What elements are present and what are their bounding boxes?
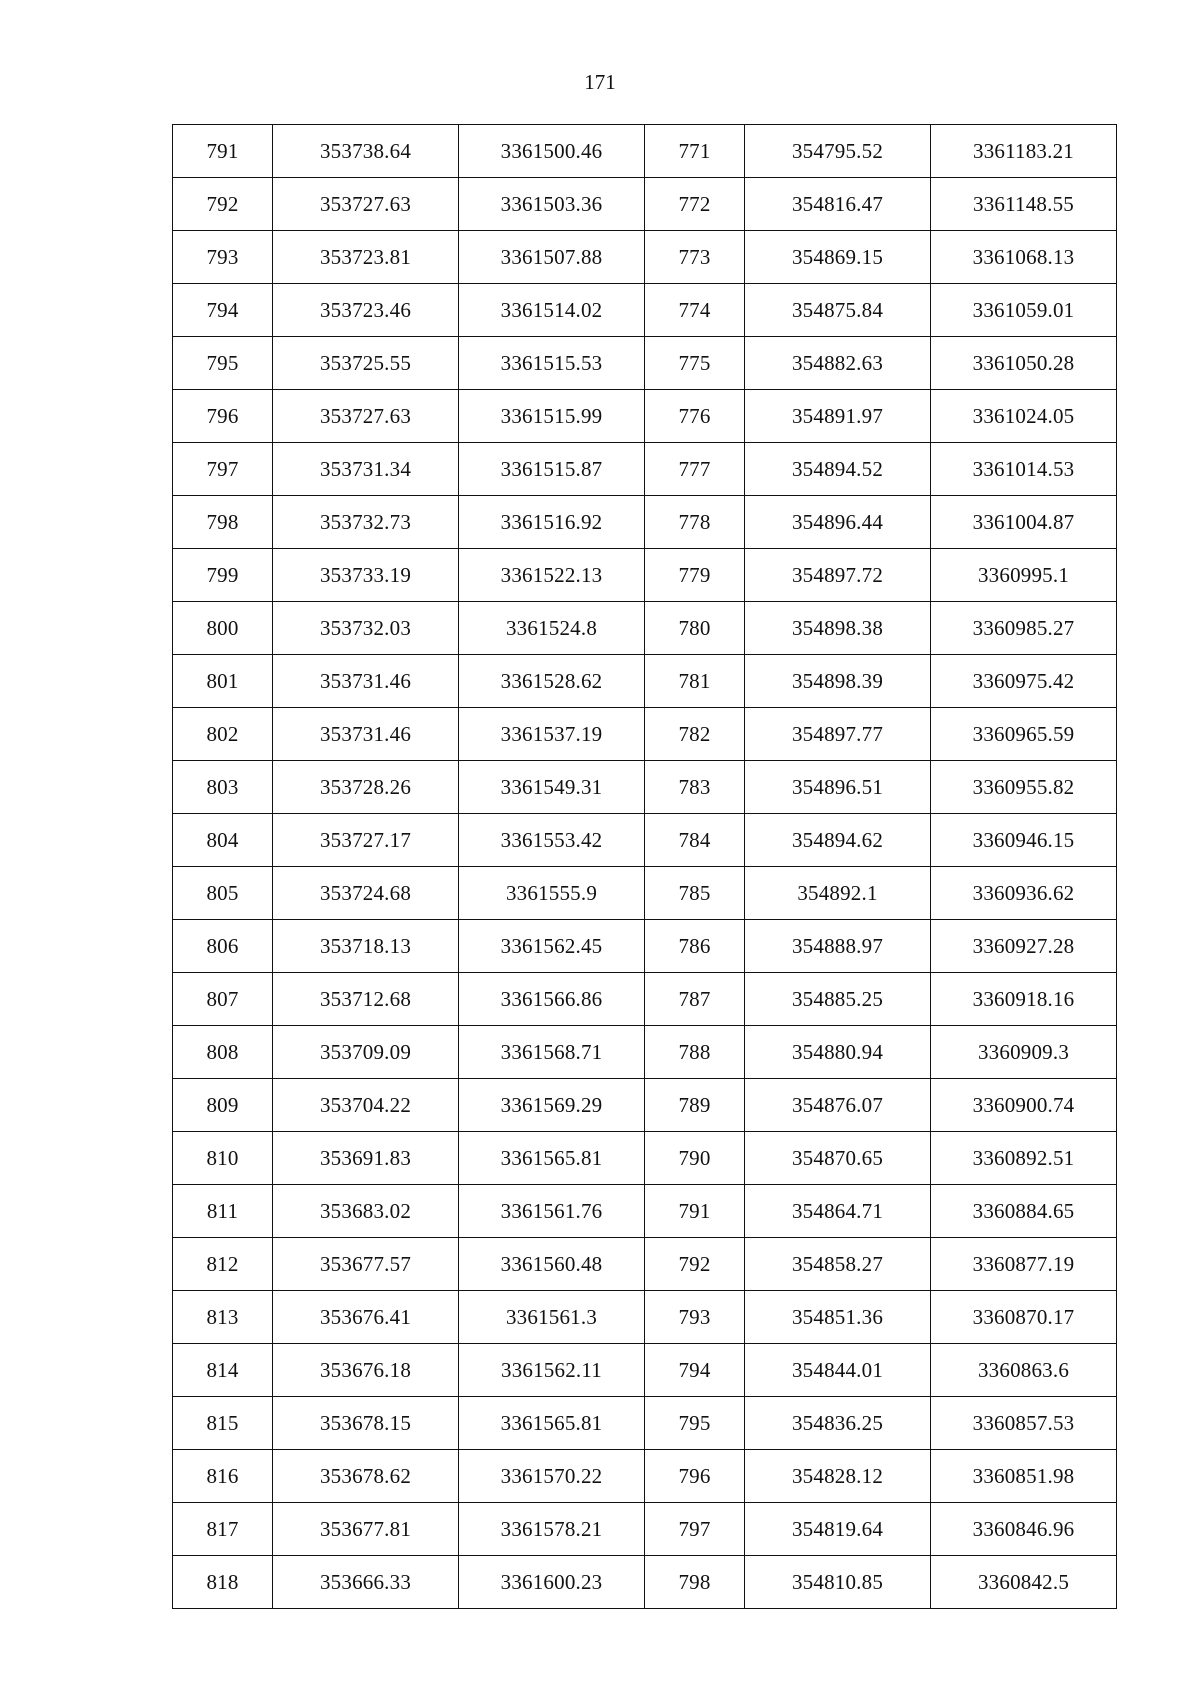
x-coord-right-cell: 354880.94: [745, 1026, 931, 1079]
point-id-right-cell: 788: [645, 1026, 745, 1079]
y-coord-left-cell: 3361562.45: [459, 920, 645, 973]
x-coord-right-cell: 354894.52: [745, 443, 931, 496]
point-id-left-cell: 800: [173, 602, 273, 655]
x-coord-left-cell: 353725.55: [273, 337, 459, 390]
y-coord-left-cell: 3361500.46: [459, 125, 645, 178]
table-row: [173, 814, 1117, 867]
point-id-left-cell: 803: [173, 761, 273, 814]
point-id-right-cell: 795: [645, 1397, 745, 1450]
y-coord-right-cell: 3360846.96: [931, 1503, 1117, 1556]
point-id-right-cell: 790: [645, 1132, 745, 1185]
y-coord-right-cell: 3360892.51: [931, 1132, 1117, 1185]
point-id-right-cell: 794: [645, 1344, 745, 1397]
y-coord-left-cell: 3361561.76: [459, 1185, 645, 1238]
y-coord-left-cell: 3361562.11: [459, 1344, 645, 1397]
point-id-left-cell: 806: [173, 920, 273, 973]
table-row: [173, 1450, 1117, 1503]
point-id-right-cell: 775: [645, 337, 745, 390]
x-coord-left-cell: 353677.81: [273, 1503, 459, 1556]
x-coord-left-cell: 353683.02: [273, 1185, 459, 1238]
x-coord-left-cell: 353733.19: [273, 549, 459, 602]
x-coord-left-cell: 353677.57: [273, 1238, 459, 1291]
table-row: [173, 178, 1117, 231]
table-row: [173, 1185, 1117, 1238]
y-coord-right-cell: 3361050.28: [931, 337, 1117, 390]
table-row: [173, 231, 1117, 284]
x-coord-right-cell: 354795.52: [745, 125, 931, 178]
table-row: [173, 602, 1117, 655]
y-coord-right-cell: 3360851.98: [931, 1450, 1117, 1503]
y-coord-right-cell: 3360877.19: [931, 1238, 1117, 1291]
point-id-right-cell: 786: [645, 920, 745, 973]
x-coord-left-cell: 353704.22: [273, 1079, 459, 1132]
y-coord-right-cell: 3361183.21: [931, 125, 1117, 178]
y-coord-left-cell: 3361537.19: [459, 708, 645, 761]
table-row: [173, 1079, 1117, 1132]
y-coord-right-cell: 3361068.13: [931, 231, 1117, 284]
point-id-right-cell: 789: [645, 1079, 745, 1132]
x-coord-right-cell: 354819.64: [745, 1503, 931, 1556]
x-coord-left-cell: 353731.46: [273, 655, 459, 708]
point-id-right-cell: 798: [645, 1556, 745, 1609]
x-coord-left-cell: 353723.46: [273, 284, 459, 337]
x-coord-right-cell: 354885.25: [745, 973, 931, 1026]
point-id-left-cell: 816: [173, 1450, 273, 1503]
x-coord-left-cell: 353712.68: [273, 973, 459, 1026]
y-coord-left-cell: 3361560.48: [459, 1238, 645, 1291]
y-coord-right-cell: 3360884.65: [931, 1185, 1117, 1238]
y-coord-left-cell: 3361600.23: [459, 1556, 645, 1609]
table-row: [173, 1503, 1117, 1556]
point-id-left-cell: 795: [173, 337, 273, 390]
x-coord-right-cell: 354870.65: [745, 1132, 931, 1185]
y-coord-right-cell: 3360965.59: [931, 708, 1117, 761]
y-coord-left-cell: 3361528.62: [459, 655, 645, 708]
x-coord-right-cell: 354896.51: [745, 761, 931, 814]
x-coord-left-cell: 353727.17: [273, 814, 459, 867]
point-id-right-cell: 779: [645, 549, 745, 602]
y-coord-left-cell: 3361553.42: [459, 814, 645, 867]
x-coord-right-cell: 354875.84: [745, 284, 931, 337]
point-id-right-cell: 780: [645, 602, 745, 655]
y-coord-left-cell: 3361565.81: [459, 1397, 645, 1450]
x-coord-left-cell: 353731.46: [273, 708, 459, 761]
point-id-right-cell: 797: [645, 1503, 745, 1556]
x-coord-right-cell: 354876.07: [745, 1079, 931, 1132]
point-id-right-cell: 784: [645, 814, 745, 867]
point-id-right-cell: 785: [645, 867, 745, 920]
y-coord-right-cell: 3360985.27: [931, 602, 1117, 655]
coordinate-table-body: [173, 125, 1117, 1609]
x-coord-left-cell: 353718.13: [273, 920, 459, 973]
y-coord-left-cell: 3361515.87: [459, 443, 645, 496]
table-row: [173, 920, 1117, 973]
y-coord-left-cell: 3361555.9: [459, 867, 645, 920]
point-id-left-cell: 818: [173, 1556, 273, 1609]
y-coord-left-cell: 3361514.02: [459, 284, 645, 337]
y-coord-right-cell: 3361059.01: [931, 284, 1117, 337]
x-coord-right-cell: 354896.44: [745, 496, 931, 549]
coordinate-table: [172, 124, 1117, 1609]
point-id-left-cell: 810: [173, 1132, 273, 1185]
x-coord-right-cell: 354888.97: [745, 920, 931, 973]
x-coord-left-cell: 353728.26: [273, 761, 459, 814]
y-coord-left-cell: 3361578.21: [459, 1503, 645, 1556]
y-coord-right-cell: 3360900.74: [931, 1079, 1117, 1132]
y-coord-left-cell: 3361566.86: [459, 973, 645, 1026]
point-id-left-cell: 814: [173, 1344, 273, 1397]
table-row: [173, 1026, 1117, 1079]
x-coord-left-cell: 353678.62: [273, 1450, 459, 1503]
table-row: [173, 1556, 1117, 1609]
y-coord-right-cell: 3360927.28: [931, 920, 1117, 973]
y-coord-right-cell: 3360936.62: [931, 867, 1117, 920]
y-coord-right-cell: 3361148.55: [931, 178, 1117, 231]
table-row: [173, 1344, 1117, 1397]
point-id-left-cell: 811: [173, 1185, 273, 1238]
y-coord-left-cell: 3361507.88: [459, 231, 645, 284]
x-coord-left-cell: 353723.81: [273, 231, 459, 284]
point-id-right-cell: 771: [645, 125, 745, 178]
y-coord-left-cell: 3361515.53: [459, 337, 645, 390]
x-coord-left-cell: 353666.33: [273, 1556, 459, 1609]
y-coord-left-cell: 3361524.8: [459, 602, 645, 655]
x-coord-right-cell: 354897.72: [745, 549, 931, 602]
y-coord-right-cell: 3360946.15: [931, 814, 1117, 867]
point-id-left-cell: 812: [173, 1238, 273, 1291]
table-row: [173, 1397, 1117, 1450]
x-coord-right-cell: 354836.25: [745, 1397, 931, 1450]
table-row: [173, 125, 1117, 178]
table-row: [173, 761, 1117, 814]
point-id-right-cell: 777: [645, 443, 745, 496]
y-coord-left-cell: 3361568.71: [459, 1026, 645, 1079]
y-coord-right-cell: 3360918.16: [931, 973, 1117, 1026]
point-id-right-cell: 787: [645, 973, 745, 1026]
x-coord-right-cell: 354892.1: [745, 867, 931, 920]
x-coord-right-cell: 354882.63: [745, 337, 931, 390]
page-number: 171: [584, 70, 616, 94]
x-coord-left-cell: 353727.63: [273, 390, 459, 443]
table-row: [173, 973, 1117, 1026]
x-coord-left-cell: 353709.09: [273, 1026, 459, 1079]
y-coord-left-cell: 3361549.31: [459, 761, 645, 814]
y-coord-right-cell: 3360995.1: [931, 549, 1117, 602]
point-id-right-cell: 782: [645, 708, 745, 761]
x-coord-right-cell: 354891.97: [745, 390, 931, 443]
y-coord-right-cell: 3360857.53: [931, 1397, 1117, 1450]
table-row: [173, 1132, 1117, 1185]
x-coord-left-cell: 353732.03: [273, 602, 459, 655]
x-coord-right-cell: 354851.36: [745, 1291, 931, 1344]
table-row: [173, 867, 1117, 920]
y-coord-left-cell: 3361503.36: [459, 178, 645, 231]
point-id-left-cell: 794: [173, 284, 273, 337]
point-id-left-cell: 802: [173, 708, 273, 761]
point-id-left-cell: 792: [173, 178, 273, 231]
x-coord-left-cell: 353732.73: [273, 496, 459, 549]
table-row: [173, 1238, 1117, 1291]
y-coord-right-cell: 3360975.42: [931, 655, 1117, 708]
x-coord-right-cell: 354869.15: [745, 231, 931, 284]
x-coord-right-cell: 354898.39: [745, 655, 931, 708]
table-row: [173, 1291, 1117, 1344]
y-coord-left-cell: 3361569.29: [459, 1079, 645, 1132]
table-row: [173, 390, 1117, 443]
point-id-right-cell: 791: [645, 1185, 745, 1238]
x-coord-left-cell: 353676.18: [273, 1344, 459, 1397]
point-id-right-cell: 773: [645, 231, 745, 284]
point-id-left-cell: 799: [173, 549, 273, 602]
y-coord-right-cell: 3360909.3: [931, 1026, 1117, 1079]
table-row: [173, 284, 1117, 337]
x-coord-right-cell: 354828.12: [745, 1450, 931, 1503]
point-id-right-cell: 783: [645, 761, 745, 814]
x-coord-right-cell: 354858.27: [745, 1238, 931, 1291]
x-coord-right-cell: 354816.47: [745, 178, 931, 231]
point-id-left-cell: 809: [173, 1079, 273, 1132]
point-id-left-cell: 797: [173, 443, 273, 496]
point-id-left-cell: 798: [173, 496, 273, 549]
point-id-right-cell: 772: [645, 178, 745, 231]
table-row: [173, 443, 1117, 496]
point-id-left-cell: 804: [173, 814, 273, 867]
y-coord-left-cell: 3361516.92: [459, 496, 645, 549]
point-id-right-cell: 774: [645, 284, 745, 337]
point-id-left-cell: 805: [173, 867, 273, 920]
point-id-left-cell: 796: [173, 390, 273, 443]
x-coord-left-cell: 353691.83: [273, 1132, 459, 1185]
y-coord-right-cell: 3361024.05: [931, 390, 1117, 443]
y-coord-right-cell: 3360870.17: [931, 1291, 1117, 1344]
point-id-left-cell: 791: [173, 125, 273, 178]
point-id-right-cell: 776: [645, 390, 745, 443]
y-coord-right-cell: 3360955.82: [931, 761, 1117, 814]
point-id-right-cell: 793: [645, 1291, 745, 1344]
x-coord-left-cell: 353724.68: [273, 867, 459, 920]
y-coord-left-cell: 3361515.99: [459, 390, 645, 443]
y-coord-right-cell: 3360863.6: [931, 1344, 1117, 1397]
y-coord-left-cell: 3361565.81: [459, 1132, 645, 1185]
x-coord-right-cell: 354810.85: [745, 1556, 931, 1609]
x-coord-right-cell: 354864.71: [745, 1185, 931, 1238]
point-id-right-cell: 796: [645, 1450, 745, 1503]
point-id-left-cell: 817: [173, 1503, 273, 1556]
point-id-left-cell: 793: [173, 231, 273, 284]
x-coord-right-cell: 354898.38: [745, 602, 931, 655]
x-coord-right-cell: 354894.62: [745, 814, 931, 867]
point-id-left-cell: 807: [173, 973, 273, 1026]
point-id-left-cell: 808: [173, 1026, 273, 1079]
x-coord-left-cell: 353727.63: [273, 178, 459, 231]
point-id-right-cell: 781: [645, 655, 745, 708]
x-coord-right-cell: 354844.01: [745, 1344, 931, 1397]
y-coord-right-cell: 3360842.5: [931, 1556, 1117, 1609]
y-coord-right-cell: 3361014.53: [931, 443, 1117, 496]
x-coord-right-cell: 354897.77: [745, 708, 931, 761]
table-row: [173, 337, 1117, 390]
x-coord-left-cell: 353676.41: [273, 1291, 459, 1344]
y-coord-left-cell: 3361570.22: [459, 1450, 645, 1503]
table-row: [173, 655, 1117, 708]
x-coord-left-cell: 353678.15: [273, 1397, 459, 1450]
y-coord-left-cell: 3361561.3: [459, 1291, 645, 1344]
y-coord-right-cell: 3361004.87: [931, 496, 1117, 549]
x-coord-left-cell: 353731.34: [273, 443, 459, 496]
table-row: [173, 708, 1117, 761]
y-coord-left-cell: 3361522.13: [459, 549, 645, 602]
table-row: [173, 549, 1117, 602]
x-coord-left-cell: 353738.64: [273, 125, 459, 178]
point-id-left-cell: 813: [173, 1291, 273, 1344]
point-id-left-cell: 815: [173, 1397, 273, 1450]
point-id-right-cell: 778: [645, 496, 745, 549]
point-id-right-cell: 792: [645, 1238, 745, 1291]
point-id-left-cell: 801: [173, 655, 273, 708]
table-row: [173, 496, 1117, 549]
